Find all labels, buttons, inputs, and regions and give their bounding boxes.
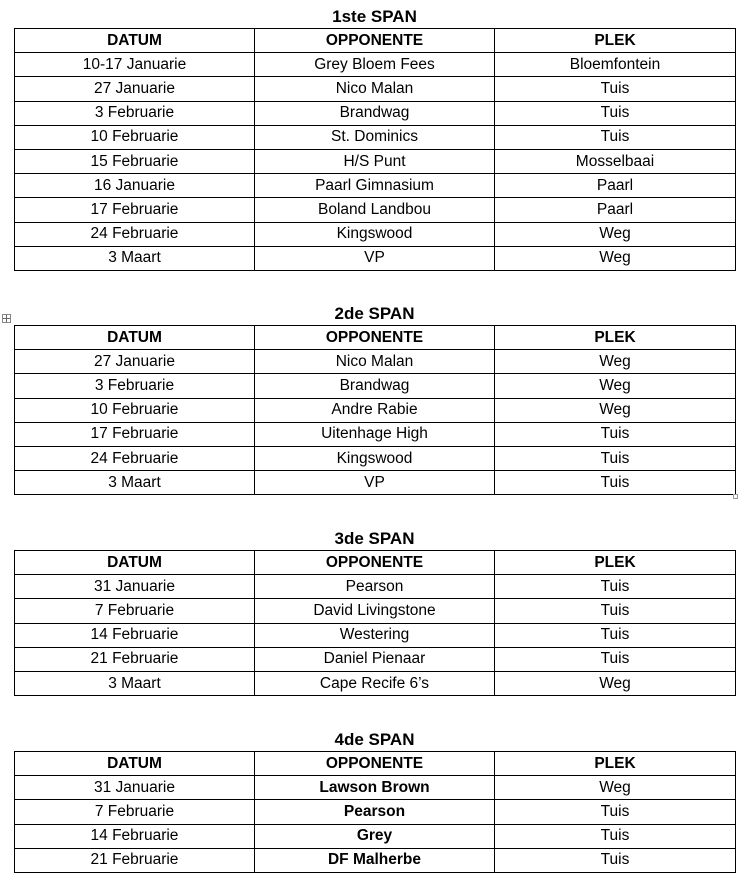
- table-row: [15, 149, 736, 173]
- table-row: [15, 374, 736, 398]
- header-plek: PLEK: [495, 752, 736, 776]
- section-3de-span: [14, 528, 735, 696]
- table-row: [15, 471, 736, 495]
- cell-venue: Tuis: [495, 824, 736, 848]
- cell-opponent: DF Malherbe: [255, 848, 495, 872]
- cell-date: 3 Maart: [15, 246, 255, 270]
- cell-date: 7 Februarie: [15, 599, 255, 623]
- table-row: [15, 446, 736, 470]
- table-row: [15, 174, 736, 198]
- cell-venue: Tuis: [495, 647, 736, 671]
- cell-opponent: Brandwag: [255, 101, 495, 125]
- cell-date: 27 Januarie: [15, 77, 255, 101]
- section-4de-span: [14, 729, 735, 873]
- cell-venue: Tuis: [495, 101, 736, 125]
- cell-venue: Tuis: [495, 599, 736, 623]
- cell-venue: Weg: [495, 246, 736, 270]
- cell-opponent: Uitenhage High: [255, 422, 495, 446]
- cell-opponent: Grey Bloem Fees: [255, 53, 495, 77]
- table-row: [15, 647, 736, 671]
- table-row: [15, 776, 736, 800]
- cell-venue: Weg: [495, 671, 736, 695]
- header-datum: DATUM: [15, 551, 255, 575]
- cell-venue: Tuis: [495, 422, 736, 446]
- cell-opponent: VP: [255, 246, 495, 270]
- cell-opponent: Daniel Pienaar: [255, 647, 495, 671]
- cell-venue: Weg: [495, 350, 736, 374]
- cell-opponent: Andre Rabie: [255, 398, 495, 422]
- header-row: [15, 29, 736, 53]
- cell-date: 24 Februarie: [15, 222, 255, 246]
- cell-opponent: David Livingstone: [255, 599, 495, 623]
- cell-date: 15 Februarie: [15, 149, 255, 173]
- section-1ste-span: [14, 6, 735, 271]
- cell-date: 27 Januarie: [15, 350, 255, 374]
- cell-opponent: St. Dominics: [255, 125, 495, 149]
- cell-venue: Tuis: [495, 471, 736, 495]
- section-2de-span: [14, 303, 735, 495]
- table-row: [15, 671, 736, 695]
- header-plek: PLEK: [495, 326, 736, 350]
- cell-opponent: Brandwag: [255, 374, 495, 398]
- cell-venue: Tuis: [495, 77, 736, 101]
- cell-opponent: Boland Landbou: [255, 198, 495, 222]
- cell-venue: Weg: [495, 222, 736, 246]
- table-row: [15, 53, 736, 77]
- cell-opponent: Nico Malan: [255, 350, 495, 374]
- section-title: 3de SPAN: [334, 529, 415, 548]
- cell-date: 3 Februarie: [15, 101, 255, 125]
- table-row: [15, 800, 736, 824]
- table-row: [15, 101, 736, 125]
- cell-venue: Tuis: [495, 800, 736, 824]
- section-title: 4de SPAN: [334, 730, 415, 749]
- cell-date: 17 Februarie: [15, 198, 255, 222]
- cell-venue: Weg: [495, 398, 736, 422]
- table-move-handle-icon[interactable]: [2, 314, 11, 323]
- header-row: [15, 326, 736, 350]
- cell-venue: Paarl: [495, 198, 736, 222]
- cell-date: 14 Februarie: [15, 623, 255, 647]
- cell-opponent: Pearson: [255, 575, 495, 599]
- section-title: 2de SPAN: [334, 304, 415, 323]
- table-row: [15, 350, 736, 374]
- header-opponente: OPPONENTE: [255, 326, 495, 350]
- table-row: [15, 246, 736, 270]
- cell-venue: Tuis: [495, 623, 736, 647]
- table-row: [15, 848, 736, 872]
- cell-date: 31 Januarie: [15, 575, 255, 599]
- cell-venue: Weg: [495, 374, 736, 398]
- header-row: [15, 752, 736, 776]
- table-row: [15, 77, 736, 101]
- table-row: [15, 398, 736, 422]
- cell-date: 24 Februarie: [15, 446, 255, 470]
- cell-venue: Tuis: [495, 125, 736, 149]
- cell-venue: Tuis: [495, 575, 736, 599]
- cell-date: 10 Februarie: [15, 125, 255, 149]
- cell-venue: Tuis: [495, 848, 736, 872]
- section-title: 1ste SPAN: [332, 7, 417, 26]
- cell-date: 10-17 Januarie: [15, 53, 255, 77]
- table-row: [15, 422, 736, 446]
- fixture-table: [14, 751, 736, 873]
- header-opponente: OPPONENTE: [255, 551, 495, 575]
- cell-date: 21 Februarie: [15, 848, 255, 872]
- header-plek: PLEK: [495, 29, 736, 53]
- fixture-table: [14, 550, 736, 696]
- cell-date: 14 Februarie: [15, 824, 255, 848]
- cell-date: 16 Januarie: [15, 174, 255, 198]
- cell-opponent: Westering: [255, 623, 495, 647]
- table-row: [15, 125, 736, 149]
- cell-opponent: Kingswood: [255, 222, 495, 246]
- cell-date: 31 Januarie: [15, 776, 255, 800]
- table-row: [15, 824, 736, 848]
- table-row: [15, 575, 736, 599]
- cell-date: 21 Februarie: [15, 647, 255, 671]
- cell-date: 7 Februarie: [15, 800, 255, 824]
- cell-venue: Paarl: [495, 174, 736, 198]
- table-row: [15, 198, 736, 222]
- cell-opponent: VP: [255, 471, 495, 495]
- header-opponente: OPPONENTE: [255, 752, 495, 776]
- header-datum: DATUM: [15, 29, 255, 53]
- cell-venue: Mosselbaai: [495, 149, 736, 173]
- cell-opponent: Pearson: [255, 800, 495, 824]
- table-row: [15, 623, 736, 647]
- cell-opponent: Cape Recife 6’s: [255, 671, 495, 695]
- cell-venue: Bloemfontein: [495, 53, 736, 77]
- cell-opponent: Grey: [255, 824, 495, 848]
- cell-opponent: Paarl Gimnasium: [255, 174, 495, 198]
- fixture-table: [14, 325, 736, 495]
- header-row: [15, 551, 736, 575]
- cell-opponent: Lawson Brown: [255, 776, 495, 800]
- fixture-table: [14, 28, 736, 271]
- cell-opponent: Nico Malan: [255, 77, 495, 101]
- header-plek: PLEK: [495, 551, 736, 575]
- cell-date: 3 Februarie: [15, 374, 255, 398]
- cell-date: 3 Maart: [15, 471, 255, 495]
- cell-venue: Tuis: [495, 446, 736, 470]
- header-datum: DATUM: [15, 326, 255, 350]
- table-row: [15, 222, 736, 246]
- table-resize-handle-icon[interactable]: [733, 494, 738, 499]
- header-opponente: OPPONENTE: [255, 29, 495, 53]
- cell-date: 10 Februarie: [15, 398, 255, 422]
- header-datum: DATUM: [15, 752, 255, 776]
- cell-date: 3 Maart: [15, 671, 255, 695]
- cell-venue: Weg: [495, 776, 736, 800]
- table-row: [15, 599, 736, 623]
- cell-opponent: Kingswood: [255, 446, 495, 470]
- cell-opponent: H/S Punt: [255, 149, 495, 173]
- cell-date: 17 Februarie: [15, 422, 255, 446]
